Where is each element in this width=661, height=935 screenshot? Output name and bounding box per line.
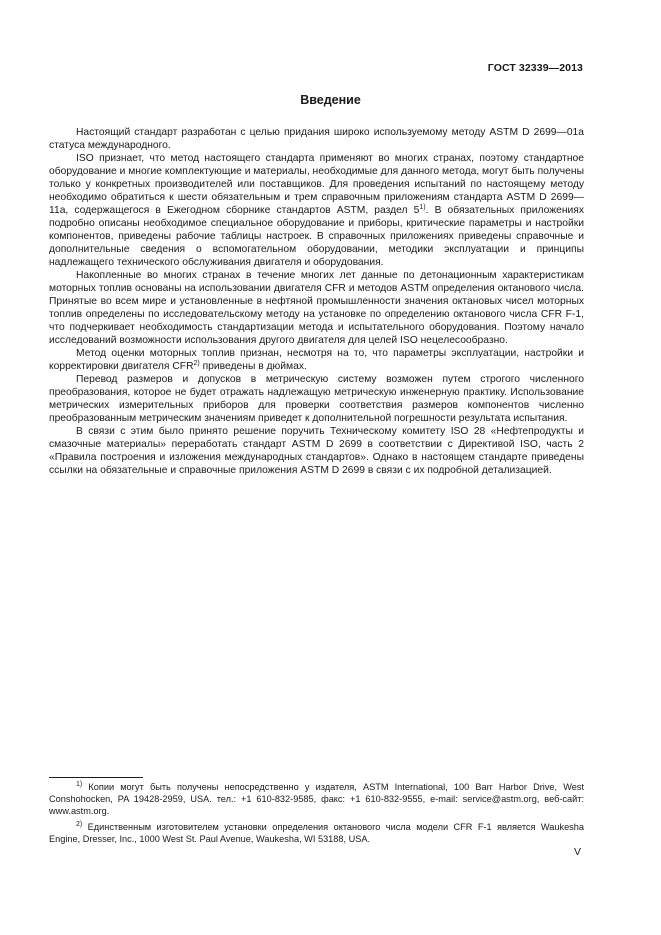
paragraph-3	[49, 269, 584, 347]
paragraph-1	[49, 126, 584, 152]
paragraph-6	[49, 425, 584, 477]
footnote-2	[49, 821, 584, 845]
paragraph-4	[49, 347, 584, 373]
page-number: V	[573, 846, 581, 858]
footnotes	[49, 781, 584, 849]
footnote-text: Копии могут быть получены непосредственно у издателя, ASTM International, 100 Barr Harbor Drive, West Conshohocken, PA 19428-2959, USA. тел.: +1 610-832-9585, факс: +1 610-832-9555, e-mail: service@astm.org, веб-сайт: www.astm.org.	[49, 782, 584, 816]
footnote-ref-1[interactable]: 1)	[419, 204, 426, 211]
document-code: ГОСТ 32339—2013	[487, 62, 583, 74]
footnote-mark: 1)	[76, 781, 83, 788]
paragraph-5	[49, 373, 584, 425]
footnote-mark: 2)	[76, 821, 83, 828]
paragraph-text: ISO признает, что метод настоящего стандарта применяют во многих странах, поэтому стандартное оборудование и многие комплектующие и материалы, необходимые для данного метода, могут быть получены только у конкретных производителей или поставщиков. Для проведения испытаний по настоящему методу необходимо обратиться к шести обязательным и трем справочным приложениям стандарта ASTM D 2699—11a, содержащегося в Ежегодном сборнике стандартов ASTM, раздел 5	[49, 153, 584, 216]
body-text	[49, 126, 584, 477]
paragraph-text: Настоящий стандарт разработан с целью придания широко используемому методу ASTM D 2699—01a статуса международного.	[49, 127, 584, 151]
paragraph-2	[49, 152, 584, 269]
footnote-separator	[49, 777, 143, 778]
paragraph-text: Перевод размеров и допусков в метрическую систему возможен путем строгого численного преобразования, которое не будет отражать надлежащую метрическую инженерную практику. Использование метрических измерительных приборов для проверки соответствия размеров компонентов численно преобразованным метрическим значениям приведет к дополнительной погрешности результата испытания.	[49, 374, 584, 424]
section-title: Введение	[300, 93, 361, 107]
footnote-ref-2[interactable]: 2)	[193, 360, 200, 367]
paragraph-text: . В обязательных приложениях подробно описаны необходимое специальное оборудование и приборы, критические параметры и настройки компонентов, приведены рабочие таблицы настроек. В справочных приложениях приведены справочные и дополнительные сведения о вспомогательном оборудовании, методики эксплуатации и принципы надлежащего технического обслуживания двигателя и оборудования.	[49, 205, 584, 268]
paragraph-text: Метод оценки моторных топлив признан, несмотря на то, что параметры эксплуатации, настройки и корректировки двигателя CFR	[49, 348, 584, 372]
footnote-text: Единственным изготовителем установки определения октанового числа модели CFR F-1 является Waukesha Engine, Dresser, Inc., 1000 West St. Paul Avenue, Waukesha, WI 53188, USA.	[49, 822, 584, 844]
paragraph-text: приведены в дюймах.	[199, 361, 307, 372]
footnote-1	[49, 781, 584, 817]
paragraph-text: В связи с этим было принято решение поручить Техническому комитету ISO 28 «Нефтепродукты и смазочные материалы» переработать стандарт ASTM D 2699 в соответствии с Директивой ISO, часть 2 «Правила построения и изложения международных стандартов». Однако в настоящем стандарте приведены ссылки на обязательные и справочные приложения ASTM D 2699 в связи с их подробной детализацией.	[49, 426, 584, 476]
paragraph-text: Накопленные во многих странах в течение многих лет данные по детонационным характеристикам моторных топлив основаны на использовании двигателя CFR и методов ASTM определения октанового числа. Принятые во всем мире и установленные в нефтяной промышленности значения октановых чисел моторных топлив определены по исследовательскому методу на установке по определению октанового числа CFR F-1, что подчеркивает необходимость стандартизации метода и испытательного оборудования. Поэтому начало исследований возможности использования другого двигателя для целей ISO нецелесообразно.	[49, 270, 584, 346]
